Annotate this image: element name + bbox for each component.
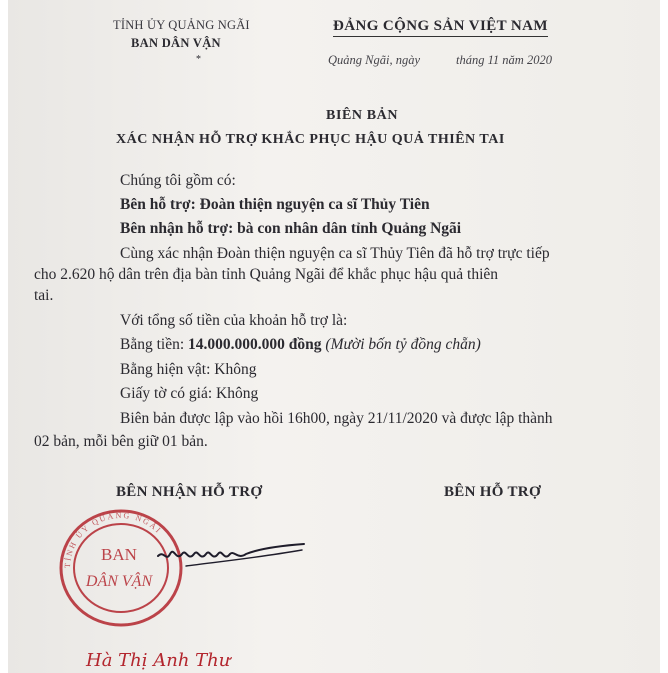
seal-ring-text: TỈNH ỦY QUẢNG NGÃI <box>62 510 164 569</box>
intro-text: Chúng tôi gồm có: <box>120 172 236 189</box>
place-date-line <box>328 53 552 68</box>
closing-line-2: 02 bản, mỗi bên giữ 01 bản. <box>34 433 208 450</box>
place-date: Quảng Ngãi, ngày <box>328 53 421 67</box>
seal-inner-ring <box>74 524 168 612</box>
receiver-signature-title: BÊN NHẬN HỖ TRỢ <box>116 484 263 500</box>
seal-text-line-2: DÂN VẬN <box>85 573 153 590</box>
cash-words: (Mười bốn tỷ đồng chẵn) <box>325 336 481 353</box>
giver-line: Bên hỗ trợ: Đoàn thiện nguyện ca sĩ Thủy Tiên <box>120 196 430 213</box>
document-title: BIÊN BẢN <box>326 108 399 123</box>
cash-amount: 14.000.000.000 đồng <box>188 336 322 353</box>
receiver-line: Bên nhận hỗ trợ: bà con nhân dân tỉnh Quảng Ngãi <box>120 220 462 237</box>
cash-prefix: Bằng tiền: <box>120 336 189 353</box>
org-star: * <box>196 54 201 65</box>
confirm-line-2: cho 2.620 hộ dân trên địa bàn tỉnh Quảng Ngãi để khắc phục hậu quả thiên <box>34 266 499 283</box>
closing-line-1: Biên bản được lập vào hồi 16h00, ngày 21/11/2020 và được lập thành <box>120 410 553 427</box>
receiver-signer-name: Hà Thị Anh Thư <box>86 650 231 671</box>
document-page <box>8 0 660 673</box>
giver-signature-title: BÊN HỖ TRỢ <box>444 484 541 500</box>
seal-text-line-1: BAN <box>101 545 137 564</box>
cash-line <box>120 336 481 354</box>
valuable-papers-line: Giấy tờ có giá: Không <box>120 385 259 402</box>
confirm-line-1: Cùng xác nhận Đoàn thiện nguyện ca sĩ Thủy Tiên đã hỗ trợ trực tiếp <box>120 245 550 262</box>
org-line-2: BAN DÂN VẬN <box>131 36 221 50</box>
month-year: tháng 11 năm 2020 <box>456 53 552 67</box>
handwritten-signature <box>156 540 306 580</box>
confirm-line-3: tai. <box>34 287 54 304</box>
party-header: ĐẢNG CỘNG SẢN VIỆT NAM <box>333 18 548 37</box>
document-subtitle: XÁC NHẬN HỖ TRỢ KHẮC PHỤC HẬU QUẢ THIÊN TAI <box>116 132 505 147</box>
total-label: Với tổng số tiền của khoản hỗ trợ là: <box>120 312 348 329</box>
org-line-1: TỈNH ỦY QUẢNG NGÃI <box>113 18 250 32</box>
in-kind-line: Bằng hiện vật: Không <box>120 361 257 378</box>
